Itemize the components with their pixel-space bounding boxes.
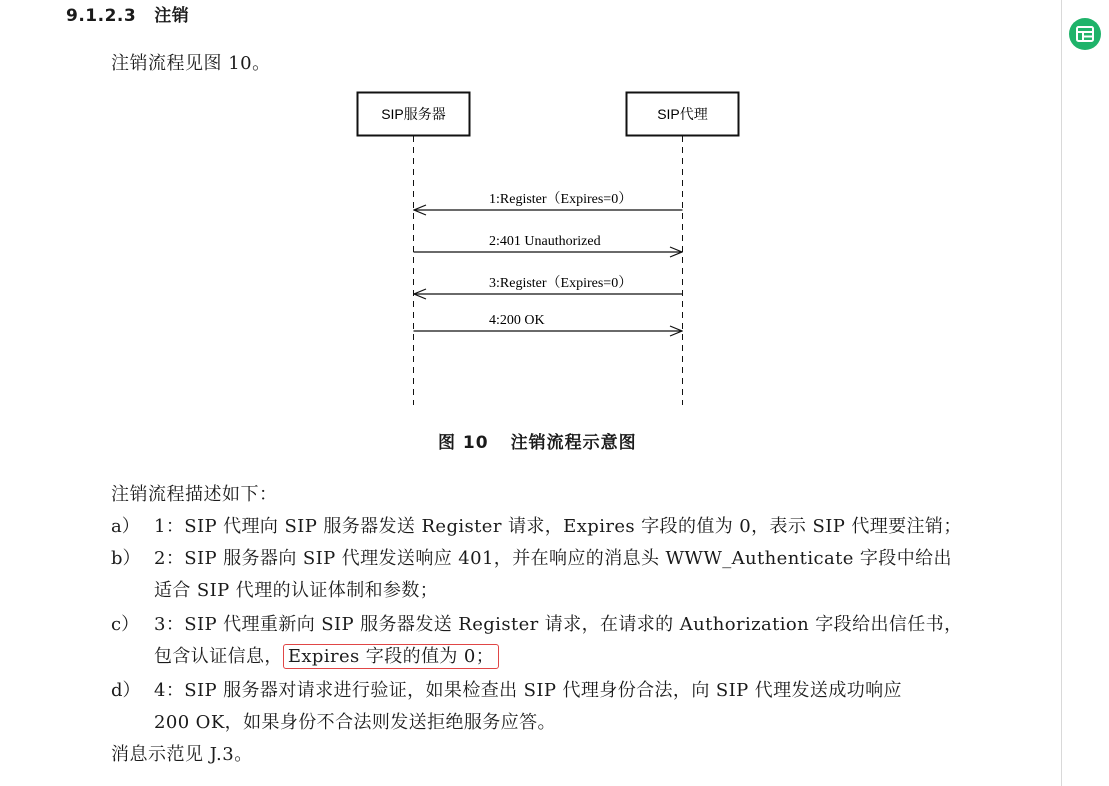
item-b-line-2: 适合 SIP 代理的认证体制和参数； <box>154 580 439 601</box>
item-a-label: a） <box>111 516 140 537</box>
item-b-line-1: 2：SIP 服务器向 SIP 代理发送响应 401，并在响应的消息头 WWW_Authenticate 字段中给出 <box>154 548 952 569</box>
section-number: 9.1.2.3 <box>66 6 137 26</box>
item-b-label: b） <box>111 548 141 569</box>
footer-reference: 消息示范见 J.3。 <box>111 744 253 765</box>
item-d-line-1: 4：SIP 服务器对请求进行验证，如果检查出 SIP 代理身份合法，向 SIP 代理发送成功响应 <box>154 680 902 701</box>
figure-caption <box>438 428 637 453</box>
participant-label-agent: SIP代理 <box>657 106 708 122</box>
table-grid-icon[interactable] <box>1069 18 1101 50</box>
item-a-line-1: 1：SIP 代理向 SIP 服务器发送 Register 请求，Expires 字段的值为 0，表示 SIP 代理要注销； <box>154 516 962 537</box>
section-title: 注销 <box>154 6 190 26</box>
item-c-line-2 <box>154 642 499 668</box>
highlighted-expires-text: Expires 字段的值为 0； <box>283 644 499 669</box>
description-title: 注销流程描述如下： <box>111 484 278 505</box>
item-d-line-2: 200 OK，如果身份不合法则发送拒绝服务应答。 <box>154 712 556 733</box>
item-d-label: d） <box>111 680 141 701</box>
intro-text: 注销流程见图 10。 <box>111 53 271 74</box>
item-c-line-1: 3：SIP 代理重新向 SIP 服务器发送 Register 请求，在请求的 Authorization 字段给出信任书， <box>154 614 963 635</box>
message-2-label: 2:401 Unauthorized <box>489 234 601 249</box>
message-4-label: 4:200 OK <box>489 313 545 328</box>
participant-label-server: SIP服务器 <box>381 106 446 122</box>
figure-number: 图 10 <box>438 433 489 453</box>
table-grid-icon-glyph <box>1069 18 1101 50</box>
item-c-line-2-text: 包含认证信息， <box>154 646 283 667</box>
message-3-label: 3:Register（Expires=0） <box>489 276 633 291</box>
item-c-label: c） <box>111 614 140 635</box>
message-1-label: 1:Register（Expires=0） <box>489 192 633 207</box>
figure-title: 注销流程示意图 <box>510 433 637 453</box>
